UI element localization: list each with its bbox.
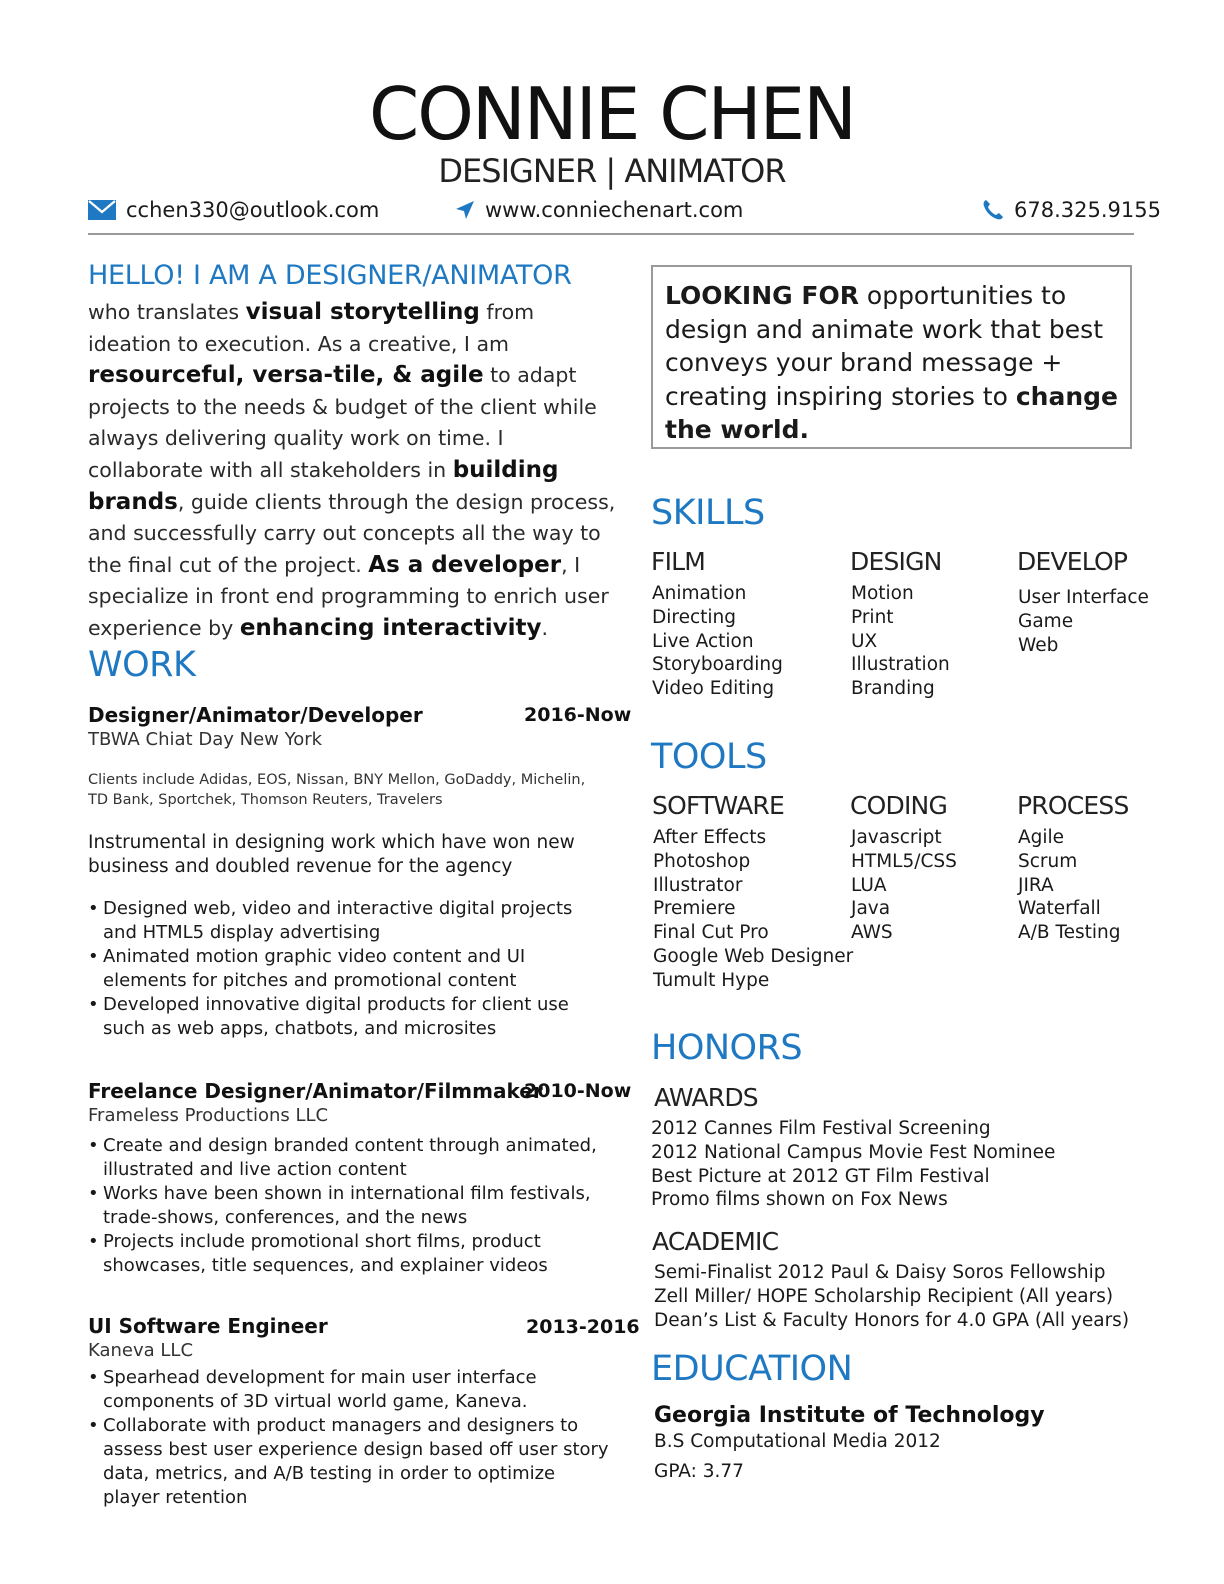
website-contact[interactable] (455, 198, 743, 222)
phone-icon (982, 199, 1004, 221)
email-contact[interactable] (88, 198, 379, 222)
list-item: A/B Testing (1018, 922, 1121, 944)
list-item: Java (851, 898, 891, 920)
skills-design-list (851, 582, 950, 701)
job-title: UI Software Engineer (88, 1314, 328, 1338)
intro-text: from ideation to execution. As a creative, I am (88, 300, 535, 356)
list-item: User Interface (1018, 587, 1149, 608)
job-summary: Instrumental in designing work which have won new business and doubled revenue for the agency (88, 832, 575, 877)
list-item: Best Picture at 2012 GT Film Festival (651, 1165, 990, 1187)
skills-develop-heading: DEVELOP (1017, 547, 1128, 576)
degree-text: B.S Computational Media 2012 (654, 1431, 941, 1452)
intro-emphasis: resourceful, versa-tile, & agile (88, 362, 484, 389)
list-item: Zell Miller/ HOPE Scholarship Recipient (All years) (654, 1285, 1114, 1307)
list-item: Scrum (1018, 850, 1078, 872)
job-title: Freelance Designer/Animator/Filmmaker (88, 1079, 543, 1103)
job-date: 2010-Now (524, 1080, 632, 1102)
tools-process-list (1018, 826, 1121, 945)
intro-text: . (541, 615, 549, 640)
looking-for-box (651, 265, 1132, 449)
school-name: Georgia Institute of Technology (654, 1403, 1045, 1428)
intro-paragraph (88, 297, 618, 645)
list-item: Promo films shown on Fox News (651, 1189, 948, 1211)
skills-film-list (652, 582, 783, 701)
list-item: • Create and design branded content through animated, illustrated and live action content (88, 1134, 610, 1182)
header-divider (88, 233, 1134, 235)
tools-software-heading: SOFTWARE (652, 791, 784, 820)
intro-text: who translates (88, 300, 246, 324)
list-item: Game (1018, 610, 1074, 632)
list-item: • Spearhead development for main user interface components of 3D virtual world game, Kaneva. (88, 1366, 610, 1414)
intro-emphasis: enhancing interactivity (239, 614, 542, 641)
list-item: Print (851, 606, 894, 628)
job-title: Designer/Animator/Developer (88, 703, 423, 727)
phone-text: 678.325.9155 (1014, 198, 1161, 222)
list-item: • Collaborate with product managers and designers to assess best user experience design based off user story data, metrics, and A/B testing in order to optimize player retention (88, 1414, 610, 1510)
job-date: 2013-2016 (526, 1316, 640, 1338)
intro-emphasis: visual storytelling (245, 299, 480, 325)
job-company: Frameless Productions LLC (88, 1105, 329, 1126)
job-bullets (88, 1366, 610, 1510)
tools-process-heading: PROCESS (1017, 791, 1129, 820)
tools-heading: TOOLS (651, 737, 767, 777)
academic-list (654, 1261, 1129, 1332)
list-item: After Effects (653, 827, 767, 848)
looking-body: opportunities to design and animate work that best conveys your brand message + creating inspiring stories to (665, 281, 1104, 411)
intro-emphasis: building brands (88, 456, 559, 515)
list-item: • Developed innovative digital products for client use such as web apps, chatbots, and microsites (88, 993, 610, 1041)
intro-headline: HELLO! I AM A DESIGNER/ANIMATOR (88, 260, 572, 291)
list-item: Storyboarding (652, 654, 783, 676)
intro-text: to adapt projects to the needs & budget of the client while always delivering quality work on time. I collaborate with all stakeholders in (88, 363, 597, 482)
list-item: • Animated motion graphic video content and UI elements for pitches and promotional content (88, 945, 610, 993)
list-item: Web (1018, 634, 1059, 656)
job-clients: Clients include Adidas, EOS, Nissan, BNY Mellon, GoDaddy, Michelin, TD Bank, Sportchek, Thomson Reuters, Travelers (88, 772, 586, 808)
email-text: cchen330@outlook.com (126, 198, 380, 222)
list-item: Javascript (851, 827, 942, 848)
skills-film-heading: FILM (651, 547, 706, 576)
list-item: Illustrator (653, 874, 743, 896)
list-item: 2012 Cannes Film Festival Screening (651, 1118, 991, 1139)
list-item: Semi-Finalist 2012 Paul & Daisy Soros Fellowship (654, 1262, 1106, 1283)
list-item: HTML5/CSS (851, 850, 957, 872)
list-item: Google Web Designer (653, 945, 854, 967)
list-item: Tumult Hype (653, 969, 770, 991)
skills-develop-list (1018, 586, 1149, 657)
list-item: JIRA (1018, 874, 1054, 896)
list-item: AWS (851, 922, 893, 944)
list-item: • Works have been shown in international film festivals, trade-shows, conferences, and the news (88, 1182, 610, 1230)
arrow-link-icon (455, 200, 475, 220)
looking-end: change the world. (665, 381, 1118, 444)
intro-text: , guide clients through the design process, and successfully carry out concepts all the way to the final cut of the project. (88, 489, 616, 577)
tools-coding-heading: CODING (850, 791, 948, 820)
list-item: Motion (851, 583, 914, 604)
list-item: Illustration (851, 654, 950, 676)
tools-coding-list (851, 826, 957, 945)
list-item: Final Cut Pro (653, 922, 769, 944)
list-item: • Projects include promotional short films, product showcases, title sequences, and explainer videos (88, 1230, 610, 1278)
intro-emphasis: As a developer (368, 551, 562, 578)
list-item: LUA (851, 874, 887, 896)
academic-heading: ACADEMIC (652, 1227, 779, 1256)
list-item: UX (851, 630, 878, 652)
skills-design-heading: DESIGN (850, 547, 942, 576)
role-subtitle: DESIGNER | ANIMATOR (438, 152, 786, 190)
list-item: Photoshop (653, 850, 751, 872)
job-company: Kaneva LLC (88, 1340, 194, 1361)
list-item: Video Editing (652, 678, 775, 700)
name-title: CONNIE CHEN (368, 72, 856, 156)
list-item: Branding (851, 678, 935, 700)
list-item: Agile (1018, 827, 1065, 848)
phone-contact[interactable] (982, 198, 1161, 222)
list-item: • Designed web, video and interactive digital projects and HTML5 display advertising (88, 897, 610, 945)
gpa-text: GPA: 3.77 (654, 1461, 744, 1482)
list-item: Waterfall (1018, 898, 1101, 920)
job-bullets (88, 897, 610, 1041)
list-item: Live Action (652, 630, 754, 652)
list-item: Premiere (653, 898, 736, 920)
list-item: 2012 National Campus Movie Fest Nominee (651, 1141, 1056, 1163)
awards-heading: AWARDS (654, 1083, 758, 1112)
list-item: Directing (652, 606, 736, 628)
website-text: www.conniechenart.com (485, 198, 744, 222)
skills-heading: SKILLS (651, 493, 765, 533)
looking-lead: LOOKING FOR (665, 281, 859, 310)
list-item: Animation (652, 583, 747, 604)
education-heading: EDUCATION (651, 1349, 853, 1389)
tools-software-list (653, 826, 853, 993)
job-bullets (88, 1134, 610, 1278)
job-company: TBWA Chiat Day New York (88, 729, 323, 750)
envelope-icon (88, 200, 116, 220)
list-item: Dean’s List & Faculty Honors for 4.0 GPA (All years) (654, 1309, 1130, 1331)
honors-heading: HONORS (651, 1028, 803, 1068)
intro-text: , I specialize in front end programming to enrich user experience by (88, 552, 609, 640)
job-date: 2016-Now (524, 704, 632, 726)
awards-list (651, 1117, 1055, 1212)
work-heading: WORK (88, 645, 196, 685)
